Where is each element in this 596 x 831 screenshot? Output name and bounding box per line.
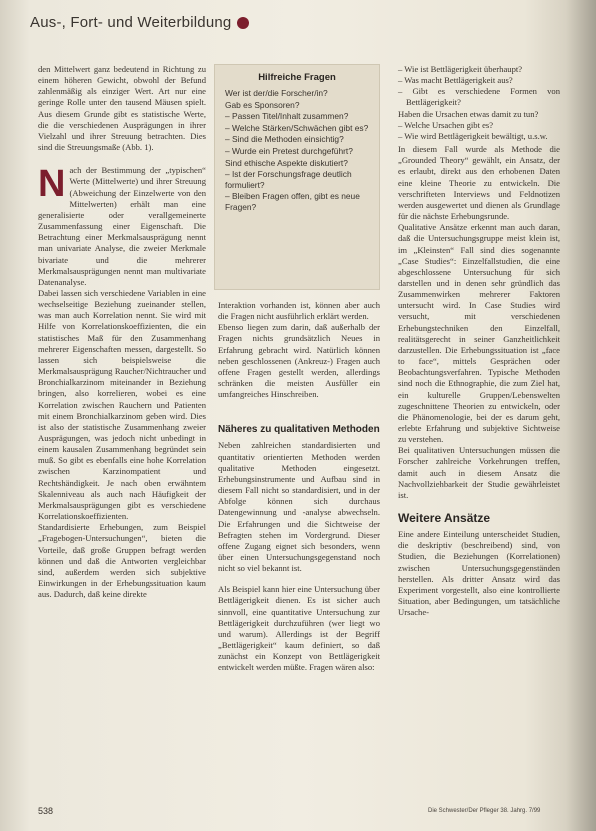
section-title: Aus-, Fort- und Weiterbildung <box>30 14 232 31</box>
question-item: – Bleiben Fragen offen, gibt es neue Fragen? <box>225 191 360 212</box>
box-title: Hilfreiche Fragen <box>258 72 336 83</box>
question-item: Sind ethische Aspekte diskutiert? <box>225 157 348 168</box>
question-item: – Wurde ein Pretest durchgeführt? <box>225 145 353 156</box>
question-item: – Passen Titel/Inhalt zusammen? <box>225 111 349 122</box>
paragraph: Ebenso liegen zum darin, daß außerhalb der Fragen nichts grundsätzlich Neues in Erfahrung gebracht wird. Natürlich können neben geschlossenen (Ankreuz-) Fragen auch offene Fragen gestellt werden, allerdings schränken die meisten Ausfüller ein umfangreiches Hinschreiben. <box>218 322 380 400</box>
subheading: Näheres zu qualitativen Methoden <box>218 424 380 436</box>
paragraph: Eine andere Einteilung unterscheidet Studien, die deskriptiv (beschreibend) sind, von Studien, die Beziehungen (Korrelationen) zwischen Untersuchungsgegenständen herstellen. Als dritter Ansatz wird das Experiment vorgestellt, also eine kontrollierte Situation, aber Bedingungen, um tatsächliche Ursache- <box>398 529 560 618</box>
drop-cap: N <box>38 163 66 206</box>
subheading: Weitere Ansätze <box>398 511 491 526</box>
column-right <box>398 64 560 618</box>
page-number: 538 <box>38 806 54 816</box>
question-list <box>215 88 379 213</box>
section-header <box>30 14 249 31</box>
bettlaegerigkeit-question-list <box>398 64 560 142</box>
list-item: – Welche Ursachen gibt es? <box>398 119 494 130</box>
list-item: – Wie ist Bettlägerigkeit überhaupt? <box>398 64 523 74</box>
column-left <box>38 64 206 600</box>
question-item: – Welche Stärken/Schwächen gibt es? <box>225 122 369 133</box>
paragraph: Qualitative Ansätze erkennt man auch daran, daß die Untersuchungsgruppe meist klein ist, im „Kleinsten“ Fall sind dies sogenannte „Case Studies“: Einzelfallstudien, die eine abgeschlossene Untersuchung für sich darstellen und in denen sehr gründlich das Zusammenwirken mehrerer Faktoren untersucht wird. In Case Studies wird versucht, mit verschiedenen Erhebungstechniken den Einzelfall, realitätsgerecht in seiner Ganzheitlichkeit darzustellen. Die Erhebungssituation ist „face to face“, mittels Gesprächen oder Beobachtungsverfahren. Typische Methoden sind noch die Ethnographie, die zum Ziel hat, ein kulturelle Gruppen/Lebenswelten zugeschnittene Theorien zu entwickeln, oder die Phänomenologie, bei der es darum geht, erlebte Erfahrung und subjektive Sichtweise zu verstehen. <box>398 222 560 445</box>
question-item: Wer ist der/die Forscher/in? <box>225 88 328 98</box>
paragraph-dropcap <box>38 165 206 288</box>
question-item: – Ist der Forschungsfrage deutlich formuliert? <box>225 169 352 190</box>
list-item: – Wie wird Bettlägerigkeit bewältigt, u.s.w. <box>398 130 548 141</box>
question-item: – Sind die Methoden einsichtig? <box>225 134 344 145</box>
paragraph: Bei qualitativen Untersuchungen müssen die Forscher zahlreiche Vorkehrungen treffen, damit auch in diesem Ansatz die Nachvollziehbarkeit der Studie gewährleistet ist. <box>398 445 560 500</box>
paragraph: Als Beispiel kann hier eine Untersuchung über Bettlägerigkeit dienen. Es ist sicher auch sinnvoll, eine quantitative Untersuchung zur Bettlägerigkeit durchzuführen (wer liegt wo und warum). Allerdings ist der Begriff „Bettlägerigkeit“ kaum definiert, so daß zunächst ein Konzept von Bettlägerigkeit entwickelt werden müßte. Fragen wären also: <box>218 584 380 673</box>
paragraph-text: ach der Bestimmung der „typischen“ Werte (Mittelwerte) und ihrer Streuung (Abweichung der Einzelwerte von den Mittelwerten) erhält man eine generalisierte oder verallgemeinerte Zusammenfassung einer Eigenschaft. Die Betrachtung einer Merkmalsausprägung nennt man univariate Analyse, die zweier Merkmale bivariate und die mehrerer Merkmalsausprägungen nennt man multivariate Datenanalyse. <box>38 165 206 287</box>
column-middle <box>218 300 380 674</box>
list-item: Haben die Ursachen etwas damit zu tun? <box>398 108 539 119</box>
helpful-questions-box <box>214 64 380 290</box>
paragraph: Interaktion vorhanden ist, können aber auch die Fragen nicht ausführlich erklärt werden. <box>218 300 380 322</box>
paragraph: In diesem Fall wurde als Methode die „Grounded Theory“ gewählt, ein Ansatz, der es erlaubt, direkt aus den erhobenen Daten eine kleine Theorie zu entwickeln. Die verschrifteten Interviews und Feldnotizen werden ausgewertet und dienen als Grundlage für die nächste Erhebungsrunde. <box>398 144 560 222</box>
paragraph: Neben zahlreichen standardisierten und quantitativ orientierten Methoden werden qualitative Methoden eingesetzt. Erhebungsinstrumente und Aufbau sind in diesem Fall nicht so standardisiert, und in der Abfolge können sich durchaus Datengewinnung und -analyse abwechseln. Die Erfahrungen und die Sichtweise der Befragten stehen im Vordergrund. Dieser offene Zugang eignet sich besonders, wenn über einen Untersuchungsgegenstand noch nicht so viel bekannt ist. <box>218 440 380 574</box>
list-item: – Gibt es verschiedene Formen von Bettlägerigkeit? <box>398 86 560 108</box>
paragraph: Dabei lassen sich verschiedene Variablen in eine wechselseitige Beziehung zueinander stellen, was man auch Korrelation nennt. Sie wird mit Hilfe von Korrelationskoeffizienten, die ein statistisches Maß für den Zusammenhang mehrerer Eigenschaften messen, dargestellt. So lassen sich beispielsweise die Merkmalsausprägung Raucher/Nichtraucher und Bronchialkarzinom miteinander in Beziehung bringen, also korrelieren, wobei es eine Korrelation zwischen Rauchern und Patienten mit einem Bronchialkarzinom geben wird. Dies ist also der statistische Zusammenhang zweier Ausprägungen, was jedoch nicht unbedingt in einem kausalen Zusammenhang begründet sein muß. So gibt es ebenfalls eine hohe Korrelation zwischen Karzinompatient und Rechtshändigkeit. Je nach oben erwähntem Skalenniveau als auch nach Häufigkeit der Merkmalsausprägungen gibt es verschiedene Korrelationskoeffizienten. <box>38 287 206 522</box>
section-dot-icon <box>237 17 249 29</box>
question-item: Gab es Sponsoren? <box>225 99 300 110</box>
paragraph: den Mittelwert ganz bedeutend in Richtung zu einem höheren Gewicht, obwohl der Befund zahlenmäßig als einziger Wert. Art nur eine geringe Rolle unter den tausend Mäusen spielt. Aus diesem Grunde gibt es statistische Werte, die die verschiedenen Ausprägungen in ihrer Vielzahl und ihrer Streuung betrachten. Dies sind die Streuungsmaße (Abb. 1). <box>38 64 206 153</box>
journal-citation: Die Schwester/Der Pfleger 38. Jahrg. 7/99 <box>428 808 541 814</box>
list-item: – Was macht Bettlägerigkeit aus? <box>398 75 513 86</box>
paragraph: Standardisierte Erhebungen, zum Beispiel „Fragebogen-Untersuchungen“, bieten die Vorteile, daß große Gruppen befragt werden können und daß die Antworten vergleichbar sind, außerdem werden sich subjektive Einwirkungen in der Erhebungssituation kaum aus. Dadurch, daß keine direkte <box>38 522 206 600</box>
page-edge-shadow <box>566 0 596 831</box>
